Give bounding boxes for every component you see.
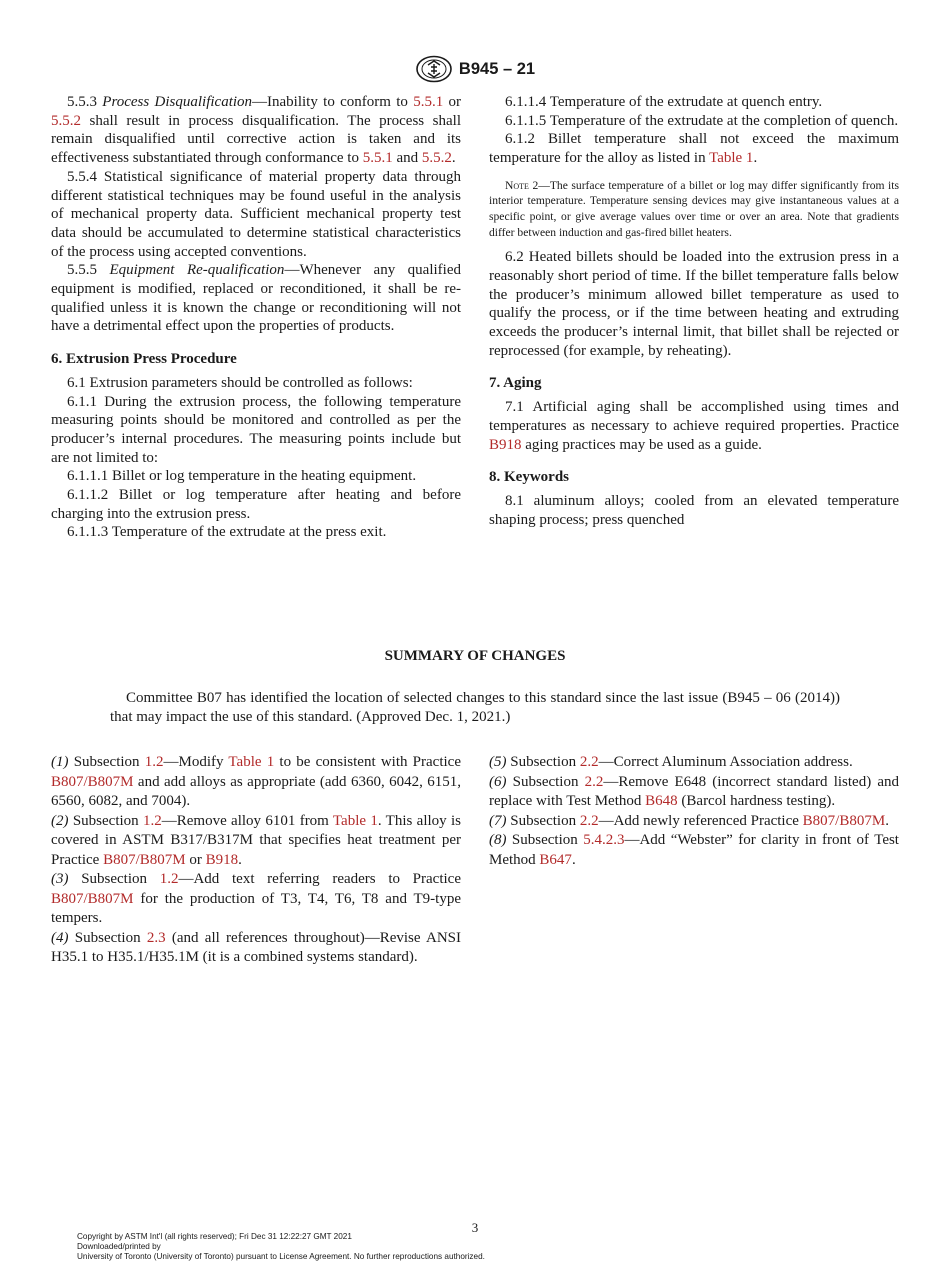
change-item-3	[51, 870, 461, 929]
paragraph-7-1	[489, 398, 899, 454]
paragraph-6-1-1-5: 6.1.1.5 Temperature of the extrudate at the completion of quench.	[505, 112, 899, 129]
link-b807[interactable]: B807/B807M	[802, 812, 886, 829]
item-number: (4)	[51, 929, 69, 946]
paragraph-6-2: 6.2 Heated billets should be loaded into the extrusion press in a reasonably short period of time. If the billet temperature falls below the producer’s minimum allowed billet temperature as used to qualify the process, or if the time between heating and extruding exceeds the producer’s internal limit, that billet shall be rejected or reprocessed (for example, by reheating).	[489, 249, 899, 359]
footer-line: Copyright by ASTM Int'l (all rights reserved); Fri Dec 31 12:22:27 GMT 2021	[77, 1232, 352, 1241]
text: Subsection	[506, 832, 584, 848]
summary-title: SUMMARY OF CHANGES	[384, 648, 566, 664]
text: . This alloy is covered in ASTM B317/B317M that specifies heat treatment per Practice	[51, 812, 461, 868]
section-heading-6: 6. Extrusion Press Procedure	[51, 351, 237, 368]
astm-logo-icon	[415, 55, 453, 83]
text: —Remove E648 (incorrect standard listed) and replace with Test Method	[489, 773, 899, 809]
text: —Whenever any qualified equipment is modified, replaced or reconditioned, it shall be re-qualified unless it is known the change or reconditioning will not have a detrimental effect upon the properties of products.	[51, 262, 461, 335]
item-number: (6)	[489, 773, 507, 790]
paragraph-6-1-1: 6.1.1 During the extrusion process, the following temperature measuring points should be monitored and controlled as per the producer’s internal procedures. The measuring points include but are not limited to:	[51, 393, 461, 466]
page-number: 3	[471, 1220, 479, 1235]
paragraph-6-1: 6.1 Extrusion parameters should be controlled as follows:	[67, 374, 413, 391]
paragraph-5-5-4: 5.5.4 Statistical significance of material property data through different statistical techniques may be found useful in the analysis of mechanical property data. Sufficient mechanical property test data should be accumulated to determine statistical characteristics of the process using accepted conventions.	[51, 168, 461, 260]
item-number: (7)	[489, 812, 507, 829]
paragraph-6-1-1-1: 6.1.1.1 Billet or log temperature in the heating equipment.	[67, 468, 417, 485]
para-number: 5.5.3	[67, 94, 97, 110]
footer-line: University of Toronto (University of Toronto) pursuant to License Agreement. No further reproductions authorized.	[77, 1252, 485, 1262]
page-header	[0, 54, 950, 84]
text: —Remove alloy 6101 from	[161, 812, 333, 829]
text: Subsection	[506, 773, 585, 790]
link-5-5-1[interactable]: 5.5.1	[362, 150, 393, 167]
link-b807[interactable]: B807/B807M	[103, 851, 186, 868]
text: 6.1.2 Billet temperature shall not exceed the maximum temperature for the alloy as listed in	[489, 131, 899, 167]
left-column	[51, 93, 461, 542]
section-heading-7: 7. Aging	[489, 375, 542, 392]
link-2-3[interactable]: 2.3	[146, 929, 166, 946]
item-number: (1)	[51, 754, 69, 770]
text: .	[571, 851, 576, 868]
text: Subsection	[68, 929, 147, 946]
link-2-2[interactable]: 2.2	[584, 773, 604, 790]
change-item-5	[489, 753, 899, 773]
text: —Add text referring readers to Practice	[178, 871, 461, 887]
link-b918[interactable]: B918	[489, 436, 522, 453]
link-2-2[interactable]: 2.2	[579, 812, 599, 829]
text: —Correct Aluminum Association address.	[598, 754, 853, 770]
document-id: B945 – 21	[458, 59, 536, 78]
para-title: Process Disqualification	[102, 94, 253, 110]
change-item-2	[51, 812, 461, 871]
text: Subsection	[68, 754, 145, 770]
link-table-1[interactable]: Table 1	[332, 812, 378, 829]
text: 7.1 Artificial aging shall be accomplished using times and temperatures as necessary to achieve required properties. Practice	[489, 399, 899, 434]
paragraph-6-1-1-3: 6.1.1.3 Temperature of the extrudate at the press exit.	[67, 524, 387, 541]
change-item-6	[489, 773, 899, 812]
text: or	[185, 851, 206, 868]
link-5-5-1[interactable]: 5.5.1	[413, 94, 444, 110]
paragraph-6-1-1-2: 6.1.1.2 Billet or log temperature after heating and before charging into the extrusion press.	[51, 487, 461, 522]
right-column	[489, 93, 899, 529]
summary-intro-text: Committee B07 has identified the location of selected changes to this standard since the last issue (B945 – 06 (2014)) that may impact the use of this standard. (Approved Dec. 1, 2021.)	[110, 690, 840, 725]
text: .	[885, 812, 889, 829]
change-item-4	[51, 929, 461, 968]
item-number: (2)	[51, 812, 69, 829]
change-item-8	[489, 831, 899, 870]
link-5-5-2[interactable]: 5.5.2	[51, 112, 81, 129]
text: —Inability to conform to	[252, 94, 414, 110]
changes-list-left	[51, 753, 461, 968]
text: Subsection	[68, 871, 160, 887]
summary-intro	[110, 689, 840, 727]
text: shall result in process disqualification. The process shall remain disqualified until corrective action is taken and its effectiveness substantiated through conformance to	[51, 112, 461, 167]
item-number: (8)	[489, 832, 507, 848]
note-label: Note 2	[505, 178, 539, 192]
text: and add alloys as appropriate (add 6360, 6042, 6151, 6560, 6082, and 7004).	[51, 773, 461, 809]
text: aging practices may be used as a guide.	[521, 436, 762, 453]
text: to be consistent with Practice	[274, 754, 461, 770]
text: (and all references throughout)—Revise ANSI H35.1 to H35.1/H35.1M (it is a combined systems standard).	[51, 929, 461, 965]
text: .	[451, 150, 456, 167]
link-b807[interactable]: B807/B807M	[51, 773, 134, 790]
link-5-4-2-3[interactable]: 5.4.2.3	[583, 832, 625, 848]
paragraph-8-1: 8.1 aluminum alloys; cooled from an elevated temperature shaping process; press quenched	[489, 492, 899, 528]
item-number: (5)	[489, 754, 507, 770]
link-b918[interactable]: B918	[205, 851, 239, 868]
text: Subsection	[506, 754, 580, 770]
text: and	[392, 150, 422, 167]
note-text: —The surface temperature of a billet or log may differ significantly from its interior temperature. Temperature sensing devices may give instantaneous values at a specific point, or give average values over time or over an area. Note that gradients differ between induction and gas-fired billet heaters.	[489, 178, 899, 239]
link-2-2[interactable]: 2.2	[579, 754, 599, 770]
link-table-1[interactable]: Table 1	[228, 754, 275, 770]
text: (Barcol hardness testing).	[677, 793, 836, 809]
footer-line: Downloaded/printed by	[77, 1242, 161, 1252]
text: for the production of T3, T4, T6, T8 and T9-type tempers.	[51, 890, 461, 926]
link-table-1[interactable]: Table 1	[709, 150, 754, 167]
paragraph-5-5-5	[51, 261, 461, 336]
text: .	[238, 851, 242, 868]
text: .	[753, 150, 758, 167]
paragraph-5-5-3	[51, 93, 461, 168]
change-item-1	[51, 753, 461, 812]
paragraph-6-1-2	[489, 130, 899, 167]
text: —Add newly referenced Practice	[598, 812, 803, 829]
text: or	[443, 94, 461, 110]
link-b807[interactable]: B807/B807M	[51, 890, 134, 907]
paragraph-6-1-1-4: 6.1.1.4 Temperature of the extrudate at quench entry.	[505, 94, 823, 110]
change-item-7	[489, 812, 899, 832]
link-5-5-2[interactable]: 5.5.2	[421, 150, 452, 167]
link-1-2[interactable]: 1.2	[142, 812, 162, 829]
changes-list-right	[489, 753, 899, 870]
para-number: 5.5.5	[67, 262, 97, 279]
text: —Add “Webster” for clarity in front of Test Method	[489, 832, 899, 868]
para-title: Equipment Re-qualification	[109, 262, 285, 279]
link-1-2[interactable]: 1.2	[159, 871, 179, 887]
note-2	[489, 178, 899, 240]
link-b647[interactable]: B647	[539, 851, 572, 868]
link-b648[interactable]: B648	[645, 793, 678, 809]
item-number: (3)	[51, 871, 69, 887]
text: Subsection	[506, 812, 580, 829]
link-1-2[interactable]: 1.2	[144, 754, 164, 770]
text: Subsection	[68, 812, 143, 829]
text: —Modify	[163, 754, 229, 770]
copyright-footer	[77, 1232, 485, 1263]
section-heading-8: 8. Keywords	[489, 469, 569, 486]
